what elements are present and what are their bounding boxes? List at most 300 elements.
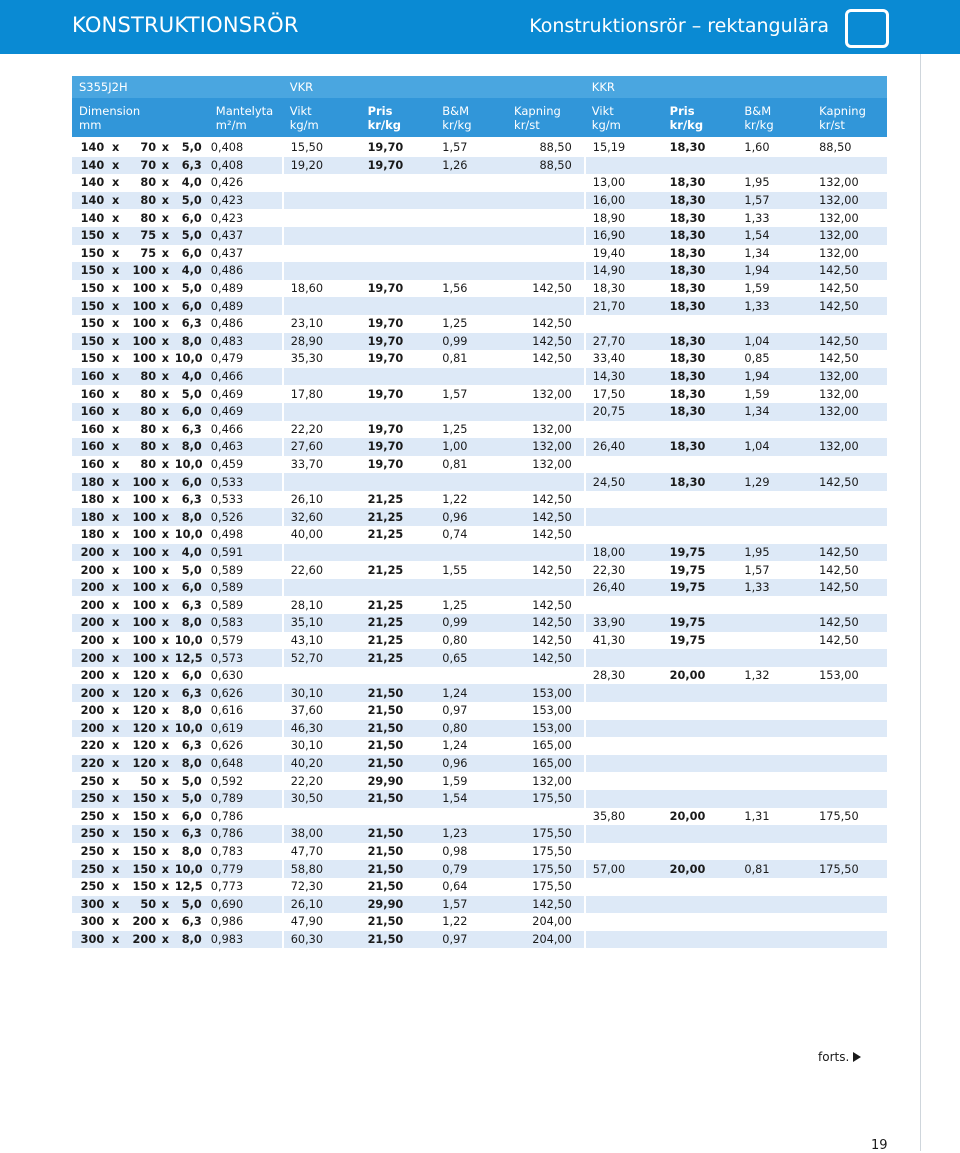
cell-kkr-pris (663, 491, 738, 509)
cell-vkr-kapning: 142,50 (510, 508, 585, 526)
cell-dim-b: 100 (125, 649, 156, 667)
page-margin-line (920, 54, 921, 1151)
table-row (72, 896, 887, 914)
table-row (72, 297, 887, 315)
cell-times: x (106, 931, 125, 949)
cell-mantelyta: 0,423 (204, 192, 283, 210)
cell-kkr-bm (737, 720, 812, 738)
cell-kkr-pris (663, 843, 738, 861)
cell-vkr-bm: 0,98 (435, 843, 510, 861)
cell-vkr-kapning (510, 209, 585, 227)
cell-times: x (106, 790, 125, 808)
cell-kkr-vikt (585, 315, 663, 333)
cell-dim-b: 100 (125, 579, 156, 597)
cell-kkr-vikt (585, 157, 663, 175)
cell-kkr-pris: 19,75 (663, 561, 738, 579)
cell-vkr-pris (361, 403, 436, 421)
cell-kkr-pris (663, 755, 738, 773)
cell-dim-t: 8,0 (175, 333, 204, 351)
cell-dim-a: 250 (72, 772, 106, 790)
cell-mantelyta: 0,437 (204, 227, 283, 245)
cell-dim-b: 150 (125, 808, 156, 826)
cell-vkr-pris: 21,50 (361, 860, 436, 878)
cell-dim-b: 120 (125, 667, 156, 685)
cell-vkr-bm: 0,64 (435, 878, 510, 896)
cell-dim-b: 100 (125, 491, 156, 509)
cell-times: x (106, 544, 125, 562)
cell-times: x (156, 896, 175, 914)
cell-kkr-vikt (585, 913, 663, 931)
cell-vkr-kapning (510, 667, 585, 685)
cell-vkr-vikt: 26,10 (283, 491, 361, 509)
cell-mantelyta: 0,466 (204, 368, 283, 386)
cell-vkr-vikt: 58,80 (283, 860, 361, 878)
cell-vkr-pris: 21,25 (361, 491, 436, 509)
cell-kkr-bm: 1,60 (737, 139, 812, 157)
cell-dim-a: 160 (72, 385, 106, 403)
cell-dim-a: 160 (72, 421, 106, 439)
cell-times: x (106, 192, 125, 210)
cell-kkr-vikt: 57,00 (585, 860, 663, 878)
cell-kkr-bm: 1,04 (737, 438, 812, 456)
cell-dim-b: 100 (125, 473, 156, 491)
cell-mantelyta: 0,426 (204, 174, 283, 192)
cell-dim-b: 80 (125, 174, 156, 192)
cell-dim-a: 250 (72, 825, 106, 843)
cell-kkr-pris: 18,30 (663, 368, 738, 386)
cell-vkr-pris: 21,50 (361, 720, 436, 738)
cell-dim-b: 100 (125, 262, 156, 280)
cell-times: x (106, 139, 125, 157)
table-row (72, 350, 887, 368)
table-row (72, 755, 887, 773)
cell-vkr-pris (361, 192, 436, 210)
cell-times: x (156, 544, 175, 562)
cell-vkr-bm: 1,59 (435, 772, 510, 790)
cell-kkr-vikt: 14,90 (585, 262, 663, 280)
cell-vkr-pris: 19,70 (361, 280, 436, 298)
cell-kkr-pris (663, 772, 738, 790)
table-row (72, 878, 887, 896)
cell-kkr-bm (737, 896, 812, 914)
cell-times: x (156, 280, 175, 298)
cell-dim-b: 100 (125, 526, 156, 544)
cell-vkr-kapning: 175,50 (510, 825, 585, 843)
cell-kkr-kapning: 132,00 (812, 227, 887, 245)
cell-dim-t: 10,0 (175, 456, 204, 474)
cell-kkr-vikt (585, 720, 663, 738)
cell-times: x (106, 737, 125, 755)
cell-times: x (106, 280, 125, 298)
cell-times: x (106, 649, 125, 667)
cell-dim-b: 80 (125, 192, 156, 210)
cell-kkr-bm (737, 790, 812, 808)
cell-kkr-pris (663, 157, 738, 175)
cell-kkr-pris (663, 720, 738, 738)
cell-mantelyta: 0,592 (204, 772, 283, 790)
cell-dim-b: 100 (125, 596, 156, 614)
cell-kkr-kapning (812, 508, 887, 526)
cell-kkr-kapning (812, 684, 887, 702)
cell-vkr-pris: 19,70 (361, 421, 436, 439)
cell-kkr-vikt (585, 508, 663, 526)
cell-dim-t: 8,0 (175, 843, 204, 861)
cell-vkr-kapning: 142,50 (510, 632, 585, 650)
cell-times: x (156, 209, 175, 227)
cell-vkr-vikt: 33,70 (283, 456, 361, 474)
cell-kkr-pris (663, 737, 738, 755)
cell-mantelyta: 0,423 (204, 209, 283, 227)
table-row (72, 561, 887, 579)
cell-vkr-pris: 21,50 (361, 790, 436, 808)
cell-vkr-pris: 21,50 (361, 684, 436, 702)
cell-kkr-pris (663, 825, 738, 843)
cell-vkr-kapning: 165,00 (510, 755, 585, 773)
cell-vkr-vikt (283, 174, 361, 192)
cell-mantelyta: 0,779 (204, 860, 283, 878)
cell-vkr-kapning (510, 262, 585, 280)
cell-kkr-vikt: 14,30 (585, 368, 663, 386)
cell-kkr-pris: 18,30 (663, 174, 738, 192)
cell-dim-a: 200 (72, 684, 106, 702)
cell-times: x (106, 209, 125, 227)
cell-times: x (106, 632, 125, 650)
cell-vkr-pris (361, 667, 436, 685)
cell-vkr-vikt: 19,20 (283, 157, 361, 175)
cell-dim-a: 140 (72, 192, 106, 210)
cell-dim-t: 4,0 (175, 544, 204, 562)
cell-kkr-kapning (812, 526, 887, 544)
logo-icon (845, 9, 889, 48)
cell-dim-a: 150 (72, 315, 106, 333)
cell-vkr-vikt: 46,30 (283, 720, 361, 738)
cell-kkr-bm (737, 421, 812, 439)
cell-kkr-vikt: 22,30 (585, 561, 663, 579)
cell-dim-t: 8,0 (175, 755, 204, 773)
cell-vkr-bm (435, 368, 510, 386)
cell-vkr-kapning (510, 245, 585, 263)
cell-dim-b: 100 (125, 297, 156, 315)
cell-kkr-kapning (812, 825, 887, 843)
cell-dim-t: 5,0 (175, 280, 204, 298)
cell-mantelyta: 0,773 (204, 878, 283, 896)
cell-kkr-kapning: 132,00 (812, 368, 887, 386)
cell-kkr-pris (663, 702, 738, 720)
cell-vkr-kapning: 204,00 (510, 913, 585, 931)
cell-mantelyta: 0,626 (204, 684, 283, 702)
cell-dim-a: 250 (72, 808, 106, 826)
cell-vkr-kapning: 165,00 (510, 737, 585, 755)
cell-vkr-pris: 21,50 (361, 737, 436, 755)
cell-mantelyta: 0,690 (204, 896, 283, 914)
cell-mantelyta: 0,469 (204, 385, 283, 403)
cell-times: x (106, 421, 125, 439)
cell-vkr-kapning: 142,50 (510, 649, 585, 667)
cell-vkr-kapning: 132,00 (510, 772, 585, 790)
cell-vkr-kapning: 132,00 (510, 385, 585, 403)
cell-times: x (106, 157, 125, 175)
cell-vkr-bm (435, 544, 510, 562)
cell-times: x (106, 561, 125, 579)
cell-vkr-vikt (283, 297, 361, 315)
cell-dim-a: 160 (72, 438, 106, 456)
cell-kkr-kapning (812, 737, 887, 755)
cell-dim-b: 150 (125, 878, 156, 896)
cell-vkr-pris (361, 473, 436, 491)
cell-kkr-kapning (812, 596, 887, 614)
cell-dim-t: 6,0 (175, 808, 204, 826)
cell-vkr-kapning: 132,00 (510, 456, 585, 474)
cell-kkr-vikt: 16,90 (585, 227, 663, 245)
cell-dim-a: 160 (72, 368, 106, 386)
cell-kkr-kapning: 132,00 (812, 385, 887, 403)
cell-vkr-kapning: 142,50 (510, 896, 585, 914)
cell-vkr-kapning: 132,00 (510, 421, 585, 439)
cell-times: x (156, 157, 175, 175)
cell-mantelyta: 0,589 (204, 561, 283, 579)
cell-vkr-vikt: 35,10 (283, 614, 361, 632)
cell-kkr-bm (737, 315, 812, 333)
cell-kkr-vikt (585, 702, 663, 720)
cell-dim-t: 6,3 (175, 737, 204, 755)
cell-times: x (156, 297, 175, 315)
cell-vkr-pris (361, 227, 436, 245)
cell-vkr-vikt: 52,70 (283, 649, 361, 667)
cell-mantelyta: 0,469 (204, 403, 283, 421)
cell-vkr-vikt: 18,60 (283, 280, 361, 298)
cell-dim-a: 220 (72, 737, 106, 755)
cell-vkr-bm: 0,81 (435, 456, 510, 474)
cell-times: x (156, 227, 175, 245)
cell-vkr-pris: 21,50 (361, 702, 436, 720)
cell-vkr-pris: 21,50 (361, 913, 436, 931)
cell-times: x (106, 579, 125, 597)
cell-mantelyta: 0,630 (204, 667, 283, 685)
cell-kkr-bm: 1,33 (737, 297, 812, 315)
cell-dim-b: 80 (125, 421, 156, 439)
cell-mantelyta: 0,786 (204, 825, 283, 843)
cell-vkr-bm (435, 473, 510, 491)
table-row (72, 720, 887, 738)
table-row (72, 245, 887, 263)
cell-vkr-bm: 1,25 (435, 315, 510, 333)
cell-kkr-bm (737, 614, 812, 632)
cell-kkr-kapning (812, 843, 887, 861)
cell-vkr-pris: 21,50 (361, 755, 436, 773)
cell-kkr-pris: 19,75 (663, 614, 738, 632)
cell-dim-t: 5,0 (175, 896, 204, 914)
cell-dim-a: 200 (72, 720, 106, 738)
cell-vkr-kapning: 142,50 (510, 596, 585, 614)
cell-vkr-pris (361, 245, 436, 263)
cell-kkr-bm: 1,57 (737, 561, 812, 579)
table-row (72, 139, 887, 157)
cell-kkr-bm: 1,32 (737, 667, 812, 685)
cell-kkr-vikt (585, 790, 663, 808)
price-table (72, 76, 887, 948)
cell-mantelyta: 0,786 (204, 808, 283, 826)
col-vkr-vikt: Vikt kg/m (283, 98, 361, 137)
cell-dim-b: 200 (125, 913, 156, 931)
cell-vkr-pris (361, 297, 436, 315)
cell-vkr-pris: 19,70 (361, 139, 436, 157)
cell-kkr-bm: 0,81 (737, 860, 812, 878)
table-row (72, 526, 887, 544)
cell-dim-t: 6,0 (175, 403, 204, 421)
cell-vkr-pris (361, 808, 436, 826)
table-row (72, 632, 887, 650)
cell-vkr-bm: 1,25 (435, 596, 510, 614)
cell-vkr-bm: 0,99 (435, 614, 510, 632)
cell-times: x (156, 755, 175, 773)
cell-kkr-pris: 19,75 (663, 544, 738, 562)
cell-times: x (156, 772, 175, 790)
cell-vkr-kapning (510, 297, 585, 315)
table-row (72, 508, 887, 526)
cell-kkr-pris: 18,30 (663, 350, 738, 368)
cell-dim-t: 8,0 (175, 702, 204, 720)
cell-times: x (106, 896, 125, 914)
page-number: 19 (871, 1138, 888, 1153)
cell-dim-b: 150 (125, 843, 156, 861)
cell-times: x (156, 649, 175, 667)
cell-vkr-bm: 1,57 (435, 896, 510, 914)
cell-vkr-pris: 21,25 (361, 508, 436, 526)
cell-times: x (106, 368, 125, 386)
cell-kkr-bm: 1,34 (737, 403, 812, 421)
cell-dim-b: 70 (125, 139, 156, 157)
cell-mantelyta: 0,583 (204, 614, 283, 632)
cell-kkr-vikt (585, 456, 663, 474)
table-row (72, 280, 887, 298)
cell-kkr-kapning: 132,00 (812, 438, 887, 456)
cell-dim-b: 100 (125, 561, 156, 579)
cell-kkr-vikt: 18,90 (585, 209, 663, 227)
cell-dim-t: 10,0 (175, 720, 204, 738)
table-row (72, 491, 887, 509)
cell-vkr-kapning: 153,00 (510, 720, 585, 738)
cell-mantelyta: 0,626 (204, 737, 283, 755)
cell-times: x (106, 755, 125, 773)
cell-dim-a: 150 (72, 280, 106, 298)
cell-mantelyta: 0,983 (204, 931, 283, 949)
cell-dim-t: 6,0 (175, 579, 204, 597)
cell-dim-a: 150 (72, 227, 106, 245)
cell-times: x (156, 333, 175, 351)
cell-kkr-kapning (812, 157, 887, 175)
cell-vkr-pris: 19,70 (361, 333, 436, 351)
cell-dim-a: 300 (72, 913, 106, 931)
cell-vkr-vikt: 28,90 (283, 333, 361, 351)
cell-times: x (106, 174, 125, 192)
page-title: Konstruktionsrör – rektangulära (529, 15, 829, 37)
cell-times: x (106, 491, 125, 509)
cell-dim-t: 8,0 (175, 614, 204, 632)
cell-dim-t: 5,0 (175, 227, 204, 245)
cell-kkr-pris: 19,75 (663, 632, 738, 650)
table-row (72, 614, 887, 632)
cell-kkr-kapning (812, 896, 887, 914)
cell-vkr-pris: 19,70 (361, 315, 436, 333)
cell-vkr-bm (435, 192, 510, 210)
cell-kkr-bm: 1,33 (737, 209, 812, 227)
cell-times: x (156, 632, 175, 650)
cell-vkr-kapning: 142,50 (510, 526, 585, 544)
table-row (72, 772, 887, 790)
table-row (72, 403, 887, 421)
cell-dim-t: 12,5 (175, 649, 204, 667)
cell-dim-b: 120 (125, 737, 156, 755)
cell-dim-b: 100 (125, 350, 156, 368)
cell-kkr-kapning (812, 491, 887, 509)
cell-vkr-vikt: 32,60 (283, 508, 361, 526)
cell-vkr-vikt (283, 473, 361, 491)
cell-vkr-kapning: 153,00 (510, 684, 585, 702)
cell-vkr-bm: 0,96 (435, 508, 510, 526)
cell-times: x (156, 860, 175, 878)
cell-vkr-bm: 0,65 (435, 649, 510, 667)
cell-vkr-vikt (283, 227, 361, 245)
cell-mantelyta: 0,591 (204, 544, 283, 562)
cell-vkr-bm: 0,96 (435, 755, 510, 773)
header-bar (0, 0, 960, 54)
cell-vkr-vikt: 27,60 (283, 438, 361, 456)
cell-kkr-vikt: 17,50 (585, 385, 663, 403)
cell-kkr-bm (737, 157, 812, 175)
cell-times: x (156, 174, 175, 192)
table-row (72, 456, 887, 474)
cell-vkr-vikt: 40,20 (283, 755, 361, 773)
col-vkr-kapning: Kapning kr/st (510, 98, 585, 137)
cell-vkr-bm: 1,24 (435, 737, 510, 755)
table-row (72, 790, 887, 808)
col-vkr-pris: Pris kr/kg (361, 98, 436, 137)
cell-kkr-vikt: 26,40 (585, 579, 663, 597)
cell-dim-a: 200 (72, 596, 106, 614)
cell-dim-t: 6,0 (175, 297, 204, 315)
cell-vkr-bm (435, 667, 510, 685)
cell-times: x (156, 702, 175, 720)
cell-vkr-vikt: 28,10 (283, 596, 361, 614)
cell-kkr-bm: 1,34 (737, 245, 812, 263)
cell-times: x (156, 843, 175, 861)
cell-kkr-bm (737, 526, 812, 544)
table-row (72, 209, 887, 227)
cell-times: x (106, 262, 125, 280)
cell-vkr-bm: 1,56 (435, 280, 510, 298)
cell-vkr-vikt: 17,80 (283, 385, 361, 403)
cell-kkr-pris: 18,30 (663, 209, 738, 227)
cell-mantelyta: 0,573 (204, 649, 283, 667)
cell-vkr-vikt: 22,20 (283, 772, 361, 790)
cell-kkr-bm (737, 825, 812, 843)
cell-kkr-kapning: 142,50 (812, 350, 887, 368)
cell-vkr-pris: 21,50 (361, 931, 436, 949)
cell-vkr-kapning: 142,50 (510, 350, 585, 368)
cell-vkr-kapning: 142,50 (510, 315, 585, 333)
cell-kkr-bm: 1,29 (737, 473, 812, 491)
cell-dim-a: 140 (72, 157, 106, 175)
cell-vkr-vikt: 72,30 (283, 878, 361, 896)
cell-kkr-pris: 18,30 (663, 245, 738, 263)
cell-dim-t: 6,3 (175, 913, 204, 931)
cell-vkr-pris: 19,70 (361, 157, 436, 175)
table-row (72, 174, 887, 192)
cell-dim-t: 10,0 (175, 350, 204, 368)
cell-vkr-vikt: 30,10 (283, 684, 361, 702)
cell-vkr-kapning (510, 544, 585, 562)
cell-vkr-kapning: 142,50 (510, 614, 585, 632)
